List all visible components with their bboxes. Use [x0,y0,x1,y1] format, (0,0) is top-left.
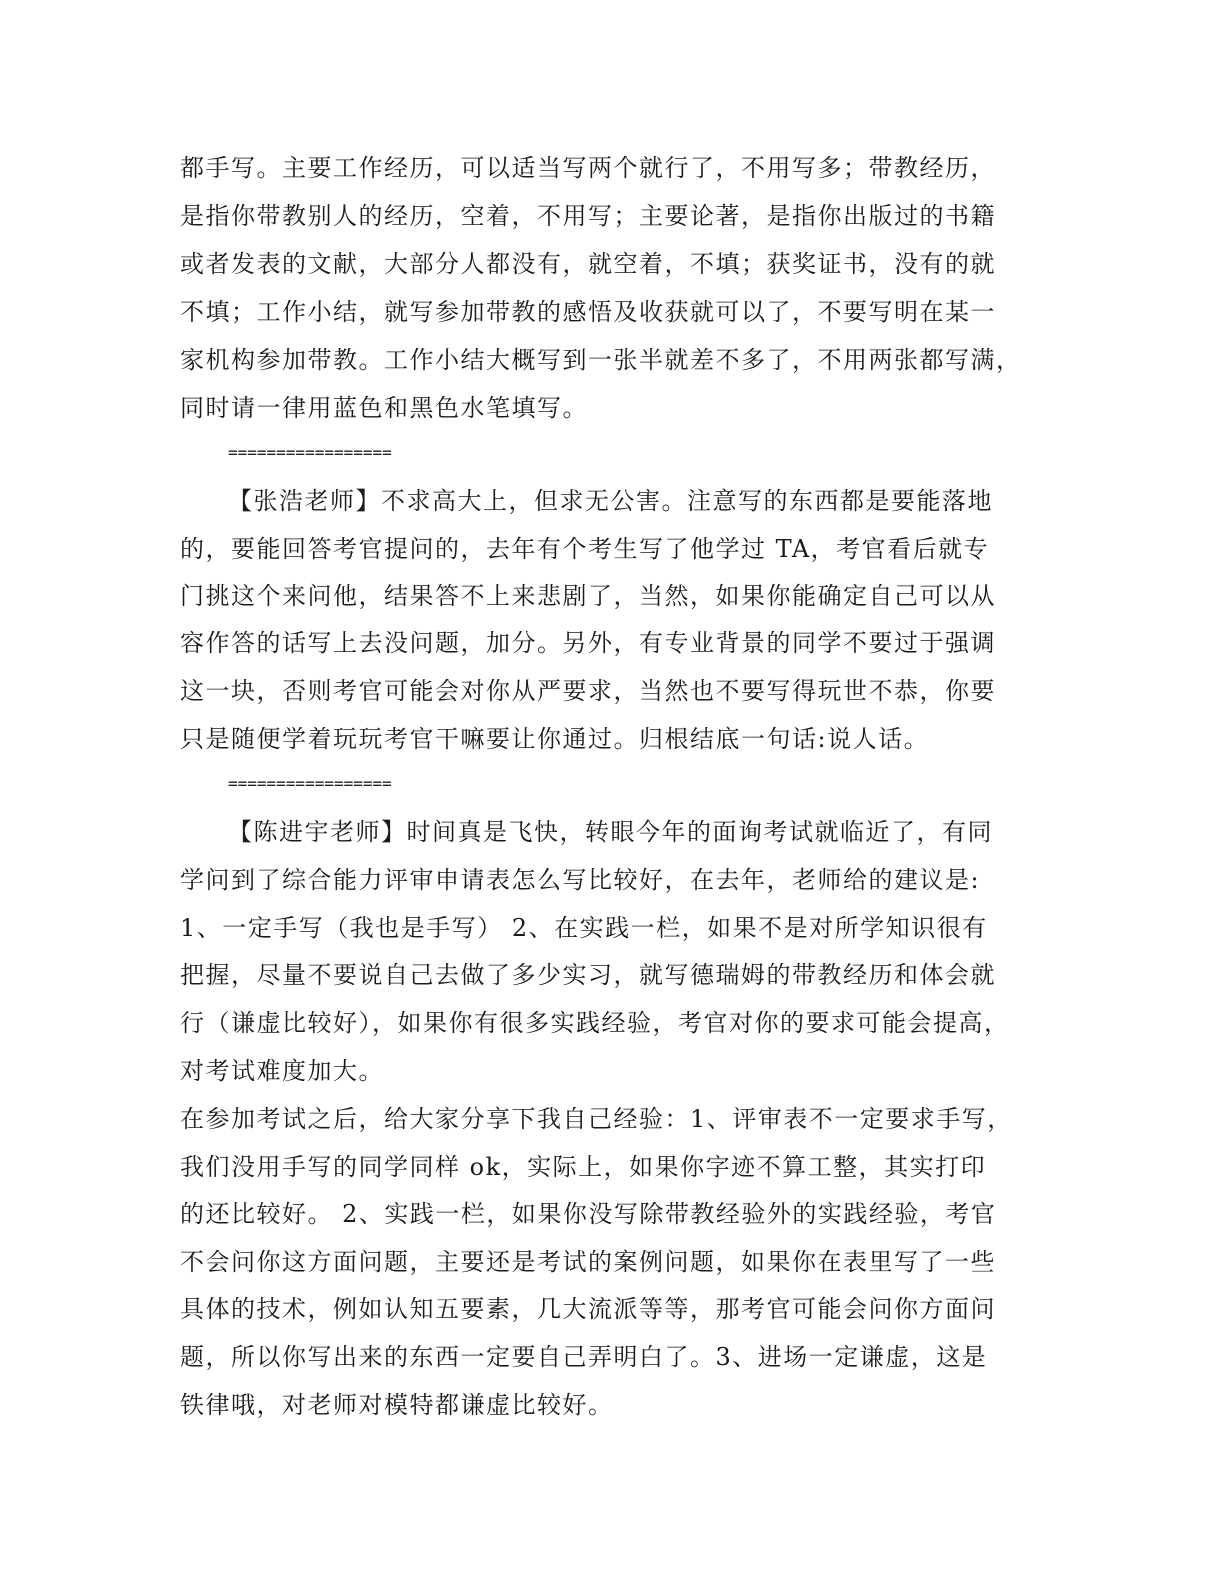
paragraph-line: 1、一定手写（我也是手写） 2、在实践一栏，如果不是对所学知识很有 [180,914,988,942]
paragraph-line: 把握，尽量不要说自己去做了多少实习，就写德瑞姆的带教经历和体会就 [180,961,996,989]
paragraph-line: 都手写。主要工作经历，可以适当写两个就行了，不用写多；带教经历， [180,154,996,182]
paragraph-line: 【张浩老师】不求高大上，但求无公害。注意写的东西都是要能落地 [228,487,993,515]
paragraph-line: 的，要能回答考官提问的，去年有个考生写了他学过 TA，考官看后就专 [180,535,990,563]
paragraph-line: 学问到了综合能力评审申请表怎么写比较好，在去年，老师给的建议是: [180,866,981,894]
paragraph-line: 家机构参加带教。工作小结大概写到一张半就差不多了，不用两张都写满， [180,346,1022,374]
paragraph-line: 这一块，否则考官可能会对你从严要求，当然也不要写得玩世不恭，你要 [180,677,996,705]
paragraph-line: 在参加考试之后，给大家分享下我自己经验：1、评审表不一定要求手写， [180,1105,1013,1133]
paragraph-line: 具体的技术，例如认知五要素，几大流派等等，那考官可能会问你方面问 [180,1295,996,1323]
paragraph-line: 或者发表的文献，大部分人都没有，就空着，不填；获奖证书，没有的就 [180,250,996,278]
paragraph-line: 题，所以你写出来的东西一定要自己弄明白了。3、进场一定谦虚，这是 [180,1343,988,1371]
paragraph-line: 是指你带教别人的经历，空着，不用写；主要论著，是指你出版过的书籍 [180,202,996,230]
paragraph-line: 不填；工作小结，就写参加带教的感悟及收获就可以了，不要写明在某一 [180,298,996,326]
paragraph-line: 铁律哦，对老师对模特都谦虚比较好。 [180,1391,614,1419]
paragraph-line: 【陈进宇老师】时间真是飞快，转眼今年的面询考试就临近了，有同 [228,818,993,846]
paragraph-line: 门挑这个来问他，结果答不上来悲剧了，当然，如果你能确定自己可以从 [180,582,996,610]
paragraph-line: 对考试难度加大。 [180,1057,384,1085]
paragraph-line: 行（谦虚比较好），如果你有很多实践经验，考官对你的要求可能会提高， [180,1009,1010,1037]
section-separator: ================= [228,443,392,462]
paragraph-line: 不会问你这方面问题，主要还是考试的案例问题，如果你在表里写了一些 [180,1248,996,1276]
paragraph-line: 我们没用手写的同学同样 ok，实际上，如果你字迹不算工整，其实打印 [180,1153,987,1181]
paragraph-line: 的还比较好。 2、实践一栏，如果你没写除带教经验外的实践经验，考官 [180,1200,997,1228]
paragraph-line: 只是随便学着玩玩考官干嘛要让你通过。归根结底一句话:说人话。 [180,725,930,753]
paragraph-line: 同时请一律用蓝色和黑色水笔填写。 [180,394,588,422]
section-separator: ================= [228,774,392,793]
paragraph-line: 容作答的话写上去没问题，加分。另外，有专业背景的同学不要过于强调 [180,629,996,657]
